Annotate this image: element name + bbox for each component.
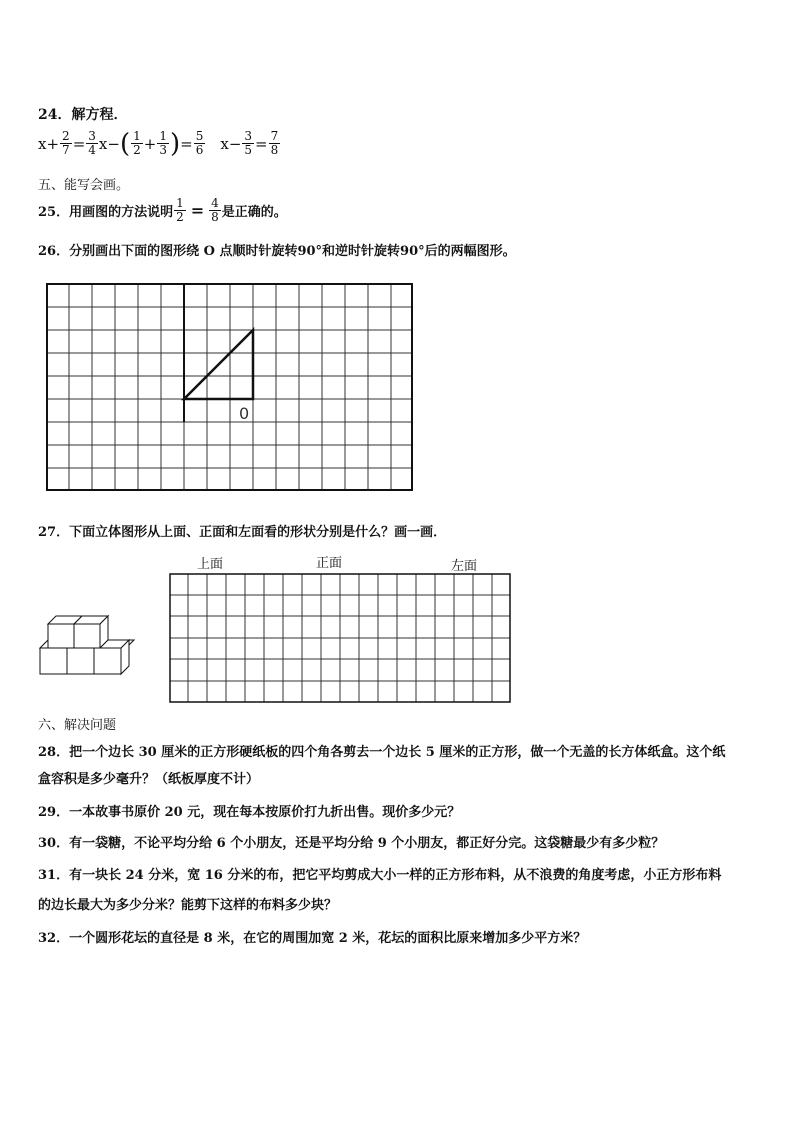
eq1-frac2 bbox=[86, 130, 98, 157]
q25-frac1-den: 2 bbox=[176, 210, 184, 224]
eq1-frac1-den: 7 bbox=[62, 143, 70, 157]
q24-title: 24．解方程． bbox=[38, 107, 128, 123]
q31-line2: 的边长最大为多少分米？能剪下这样的布料多少块？ bbox=[38, 898, 338, 913]
eq2-x: x bbox=[98, 134, 108, 153]
eq2-frac1-num: 1 bbox=[133, 129, 141, 143]
eq1-equals: = bbox=[72, 134, 86, 153]
section-5-heading: 五、能写会画。 bbox=[38, 178, 130, 193]
eq1-plus: + bbox=[46, 134, 60, 153]
q25-equals: = bbox=[190, 201, 205, 220]
eq1-frac1-num: 2 bbox=[62, 129, 70, 143]
eq2-frac3 bbox=[194, 130, 206, 157]
eq2-equals: = bbox=[180, 134, 193, 153]
eq3-frac1-num: 3 bbox=[244, 129, 253, 143]
q24-equations bbox=[38, 130, 281, 157]
q27-label-left-view: 左面 bbox=[451, 559, 478, 574]
eq3-x: x bbox=[220, 134, 229, 153]
q26-point-o-label: 0 bbox=[239, 404, 250, 423]
q25-frac1-num: 1 bbox=[176, 196, 184, 210]
eq3-frac2-den: 8 bbox=[270, 143, 279, 157]
eq1-x: x bbox=[38, 134, 47, 153]
eq2-frac3-den: 6 bbox=[195, 143, 204, 157]
q26-grid-lines bbox=[47, 284, 412, 490]
q26-triangle bbox=[184, 330, 253, 399]
q31-line1: 31．有一块长 24 分米，宽 16 分米的布，把它平均剪成大小一样的正方形布料，从不浪费的角度考虑，小正方形布料 bbox=[38, 868, 722, 883]
q30-text: 30．有一袋糖，不论平均分给 6 个小朋友，还是平均分给 9 个小朋友，都正好分完。这袋糖最少有多少粒？ bbox=[38, 836, 665, 851]
section-6-heading: 六、解决问题 bbox=[38, 718, 117, 733]
eq2-minus: − bbox=[107, 134, 120, 153]
q25-frac1 bbox=[174, 197, 186, 224]
eq3-frac2 bbox=[269, 130, 281, 157]
q28-line1: 28．把一个边长 30 厘米的正方形硬纸板的四个角各剪去一个边长 5 厘米的正方形，做一个无盖的长方体纸盒。这个纸 bbox=[38, 745, 726, 760]
eq1-frac2-num: 3 bbox=[88, 129, 96, 143]
q26-text: 26．分别画出下面的图形绕 O 点顺时针旋转90°和逆时针旋转90°后的两幅图形。 bbox=[38, 244, 516, 259]
eq2-plus: + bbox=[143, 134, 157, 153]
eq2-right-paren: ) bbox=[169, 128, 181, 159]
eq2-frac2-num: 1 bbox=[159, 129, 167, 143]
q27-cube-figure bbox=[38, 610, 138, 685]
eq3-frac2-num: 7 bbox=[270, 129, 279, 143]
q25-prefix: 25．用画图的方法说明 bbox=[38, 205, 174, 220]
q25-frac2 bbox=[209, 197, 221, 224]
q26-grid-figure bbox=[46, 283, 416, 495]
q25-suffix: 是正确的。 bbox=[221, 205, 287, 220]
q27-label-top-view: 上面 bbox=[197, 557, 224, 572]
eq2-left-paren: ( bbox=[119, 128, 131, 159]
q32-text: 32．一个圆形花坛的直径是 8 米，在它的周围加宽 2 米，花坛的面积比原来增加多少平方米？ bbox=[38, 931, 587, 946]
eq3-equals: = bbox=[255, 134, 268, 153]
eq1-frac2-den: 4 bbox=[88, 143, 96, 157]
q27-label-front-view: 正面 bbox=[316, 556, 343, 571]
eq2-frac3-num: 5 bbox=[195, 129, 204, 143]
q27-text: 27．下面立体图形从上面、正面和左面看的形状分别是什么？画一画． bbox=[38, 525, 447, 540]
eq2-frac1-den: 2 bbox=[133, 143, 141, 157]
q25-frac2-den: 8 bbox=[211, 210, 219, 224]
q25-frac2-num: 4 bbox=[211, 196, 219, 210]
q27-grid-lines bbox=[170, 574, 510, 702]
eq3-frac1 bbox=[242, 130, 254, 157]
q29-text: 29．一本故事书原价 20 元，现在每本按原价打九折出售。现价多少元？ bbox=[38, 805, 461, 820]
q25 bbox=[38, 197, 287, 224]
eq3-frac1-den: 5 bbox=[244, 143, 253, 157]
eq2-frac2-den: 3 bbox=[159, 143, 167, 157]
eq1-frac1 bbox=[60, 130, 72, 157]
eq3-minus: − bbox=[228, 134, 242, 153]
q28-line2: 盒容积是多少毫升？（纸板厚度不计） bbox=[38, 772, 260, 787]
eq2-frac2 bbox=[157, 130, 169, 157]
q27-grid bbox=[169, 573, 512, 705]
eq2-frac1 bbox=[131, 130, 143, 157]
